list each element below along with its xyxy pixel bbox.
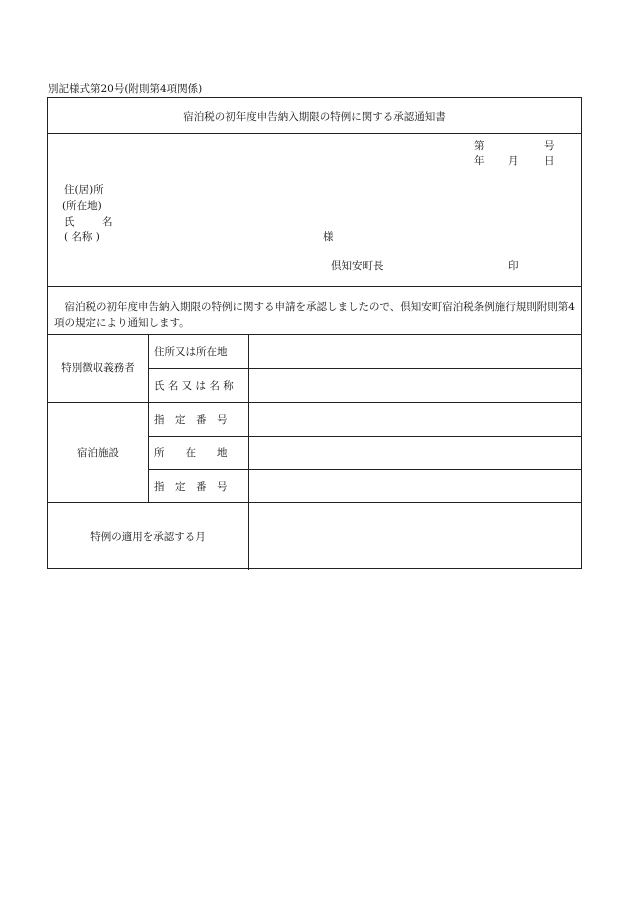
obligor-heading: 特別徴収義務者: [61, 362, 135, 374]
approved-month-value[interactable]: [250, 504, 579, 566]
obligor-name-label: 氏 名 又 は 名 称: [154, 380, 234, 392]
number-prefix: 第: [474, 140, 485, 152]
facility-designation-label-2: 指 定 番 号: [154, 481, 228, 493]
date-day: 日: [544, 155, 555, 167]
address-label: 住(居)所: [64, 184, 104, 196]
facility-row-divider-1: [148, 436, 581, 437]
header-divider: [48, 286, 581, 287]
issuer-name: 倶知安町長: [331, 260, 384, 272]
facility-heading: 宿泊施設: [77, 447, 119, 459]
obligor-address-value[interactable]: [250, 336, 579, 366]
name-label-2: 名: [102, 216, 113, 228]
obligor-address-label: 住所又は所在地: [154, 346, 228, 358]
title-divider: [48, 133, 581, 134]
form-number-caption: 別記様式第20号(附則第4項関係): [48, 83, 203, 95]
date-month: 月: [508, 155, 519, 167]
obligor-facility-divider: [48, 402, 581, 403]
table-col-divider-1: [148, 334, 149, 502]
form-title: 宿泊税の初年度申告納入期限の特例に関する承認通知書: [183, 111, 446, 123]
facility-designation-value-2[interactable]: [250, 471, 579, 500]
facility-month-divider: [48, 502, 581, 503]
facility-location-value[interactable]: [250, 438, 579, 467]
obligor-row-divider: [148, 368, 581, 369]
facility-location-label: 所 在 地: [154, 447, 228, 459]
name-label-1: 氏: [64, 216, 75, 228]
facility-designation-label-1: 指 定 番 号: [154, 414, 228, 426]
number-suffix: 号: [544, 140, 555, 152]
approved-month-label: 特例の適用を承認する月: [90, 531, 206, 543]
seal-mark: 印: [508, 260, 519, 272]
notice-paragraph: 宿泊税の初年度申告納入期限の特例に関する申請を承認しましたので、倶知安町宿泊税条例施行規則附則第4項の規定により通知します。: [54, 301, 575, 329]
obligor-name-value[interactable]: [250, 370, 579, 400]
company-name-label: ( 名称 ): [64, 231, 100, 243]
facility-designation-value-1[interactable]: [250, 404, 579, 434]
date-year: 年: [474, 155, 485, 167]
honorific: 様: [323, 231, 334, 243]
table-top-line: [48, 334, 581, 335]
notice-form: [47, 97, 582, 569]
table-col-divider-2: [248, 334, 249, 570]
facility-row-divider-2: [148, 469, 581, 470]
location-label: (所在地): [62, 200, 102, 212]
